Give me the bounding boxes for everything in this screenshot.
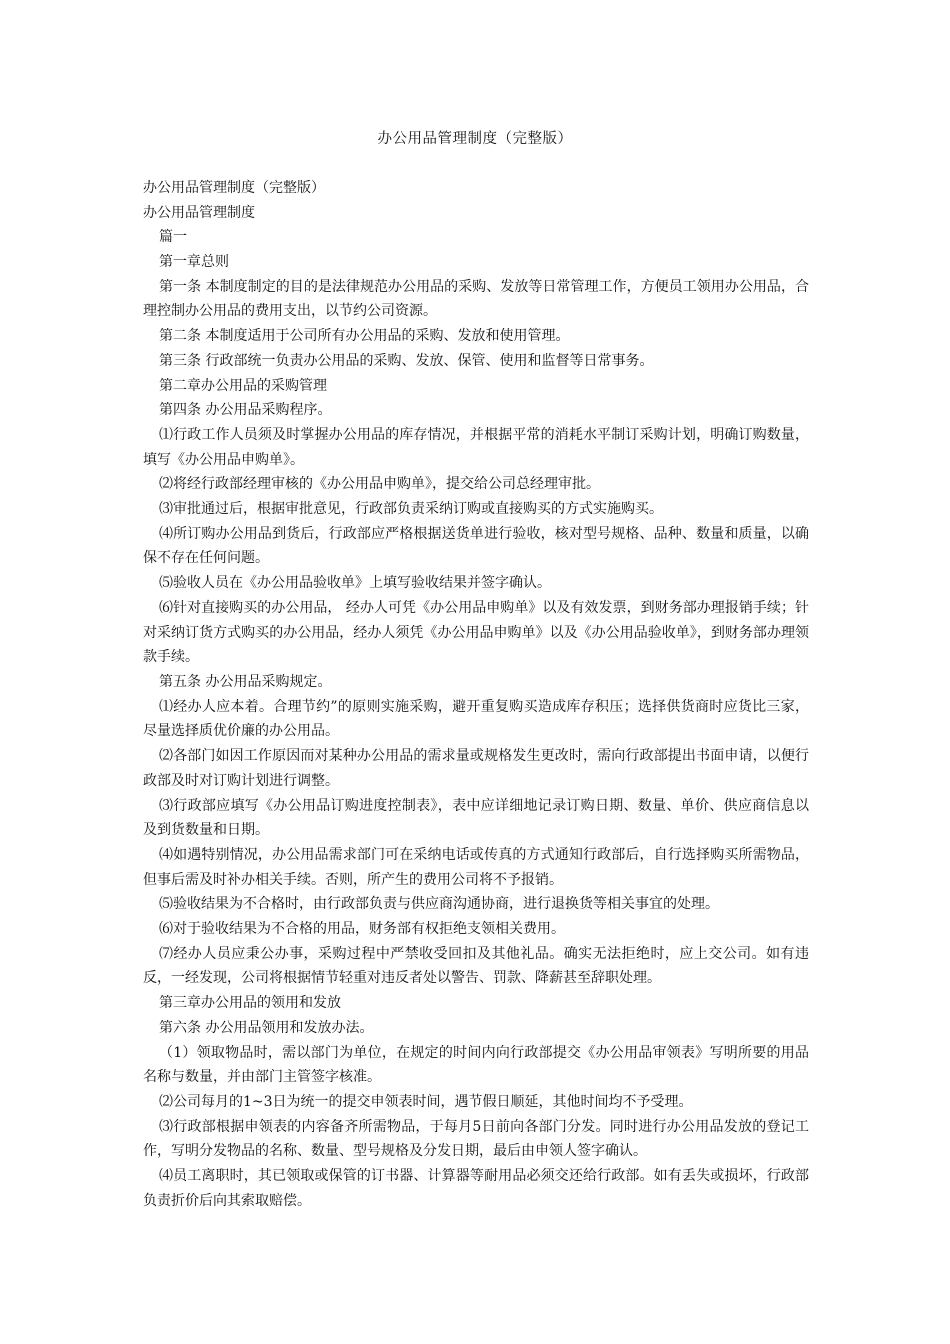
article-5-item-7: ⑺经办人员应秉公办事，采购过程中严禁收受回扣及其他礼品。确实无法拒绝时，应上交公司。如有违反，一经发现，公司将根据情节轻重对违反者处以警告、罚款、降薪甚至辞职处理。 bbox=[143, 945, 809, 987]
document-title: 办公用品管理制度（完整版） bbox=[377, 131, 573, 147]
article-6-item-1: （1）领取物品时，需以部门为单位，在规定的时间内向行政部提交《办公用品审领表》写明所要的用品名称与数量，并由部门主管签字核准。 bbox=[143, 1044, 809, 1086]
article-2: 第二条 本制度适用于公司所有办公用品的采购、发放和使用管理。 bbox=[159, 328, 570, 345]
article-4-item-6: ⑹针对直接购买的办公用品， 经办人可凭《办公用品申购单》以及有效发票，到财务部办理报销手续；针对采纳订货方式购买的办公用品，经办人须凭《办公用品申购单》以及《办公用品验收单》，到财务部办理领款手续。 bbox=[143, 599, 809, 666]
article-1: 第一条 本制度制定的目的是法律规范办公用品的采购、发放等日常管理工作，方便员工领用办公用品，合理控制办公用品的费用支出，以节约公司资源。 bbox=[143, 278, 809, 320]
article-4-item-1: ⑴行政工作人员须及时掌握办公用品的库存情况，并根据平常的消耗水平制订采购计划，明确订购数量，填写《办公用品申购单》。 bbox=[143, 426, 809, 468]
heading-full-title: 办公用品管理制度（完整版） bbox=[143, 180, 325, 196]
document-body bbox=[143, 176, 809, 1213]
article-6-item-3: ⑶行政部根据申领表的内容备齐所需物品，于每月5日前向各部门分发。同时进行办公用品发放的登记工作，写明分发物品的名称、数量、型号规格及分发日期，最后由申领人签字确认。 bbox=[143, 1118, 809, 1160]
article-5-item-2: ⑵各部门如因工作原因而对某种办公用品的需求量或规格发生更改时，需向行政部提出书面申请，以便行政部及时对订购计划进行调整。 bbox=[143, 748, 809, 789]
chapter-1-heading: 第一章总则 bbox=[159, 254, 229, 271]
article-5-item-5: ⑸验收结果为不合格时，由行政部负责与供应商沟通协商，进行退换货等相关事宜的处理。 bbox=[159, 896, 719, 913]
article-6: 第六条 办公用品领用和发放办法。 bbox=[159, 1019, 374, 1036]
article-4-item-2: ⑵将经行政部经理审核的《办公用品申购单》，提交给公司总经理审批。 bbox=[159, 476, 600, 493]
heading-part-one: 篇一 bbox=[159, 229, 187, 246]
article-4: 第四条 办公用品采购程序。 bbox=[159, 402, 332, 419]
chapter-2-heading: 第二章办公用品的采购管理 bbox=[159, 377, 327, 394]
article-5: 第五条 办公用品采购规定。 bbox=[159, 674, 332, 690]
article-6-item-4: ⑷员工离职时，其已领取或保管的订书器、计算器等耐用品必须交还给行政部。如有丢失或损坏，行政部负责折价后向其索取赔偿。 bbox=[143, 1168, 809, 1209]
article-4-item-4: ⑷所订购办公用品到货后，行政部应严格根据送货单进行验收，核对型号规格、品种、数量和质量，以确保不存在任何问题。 bbox=[143, 525, 809, 567]
article-5-item-4: ⑷如遇特别情况，办公用品需求部门可在采纳电话或传真的方式通知行政部后，自行选择购买所需物品，但事后需及时补办相关手续。否则，所产生的费用公司将不予报销。 bbox=[143, 846, 809, 888]
article-4-item-3: ⑶审批通过后，根据审批意见，行政部负责采纳订购或直接购买的方式实施购买。 bbox=[159, 501, 663, 518]
article-3: 第三条 行政部统一负责办公用品的采购、发放、保管、使用和监督等日常事务。 bbox=[159, 352, 654, 369]
article-5-item-1: ⑴经办人应本着。合理节约”的原则实施采购，避开重复购买造成库存积压；选择供货商时应货比三家，尽量选择质优价廉的办公用品。 bbox=[143, 698, 809, 740]
heading-system-title: 办公用品管理制度 bbox=[143, 204, 255, 221]
article-6-item-2: ⑵公司每月的1~3日为统一的提交申领表时间，遇节假日顺延，其他时间均不予受理。 bbox=[159, 1093, 693, 1110]
article-5-item-3: ⑶行政部应填写《办公用品订购进度控制表》，表中应详细地记录订购日期、数量、单价、供应商信息以及到货数量和日期。 bbox=[143, 797, 809, 839]
article-4-item-5: ⑸验收人员在《办公用品验收单》上填写验收结果并签字确认。 bbox=[159, 575, 551, 592]
chapter-3-heading: 第三章办公用品的领用和发放 bbox=[159, 995, 341, 1012]
article-5-item-6: ⑹对于验收结果为不合格的用品，财务部有权拒绝支领相关费用。 bbox=[159, 921, 565, 938]
